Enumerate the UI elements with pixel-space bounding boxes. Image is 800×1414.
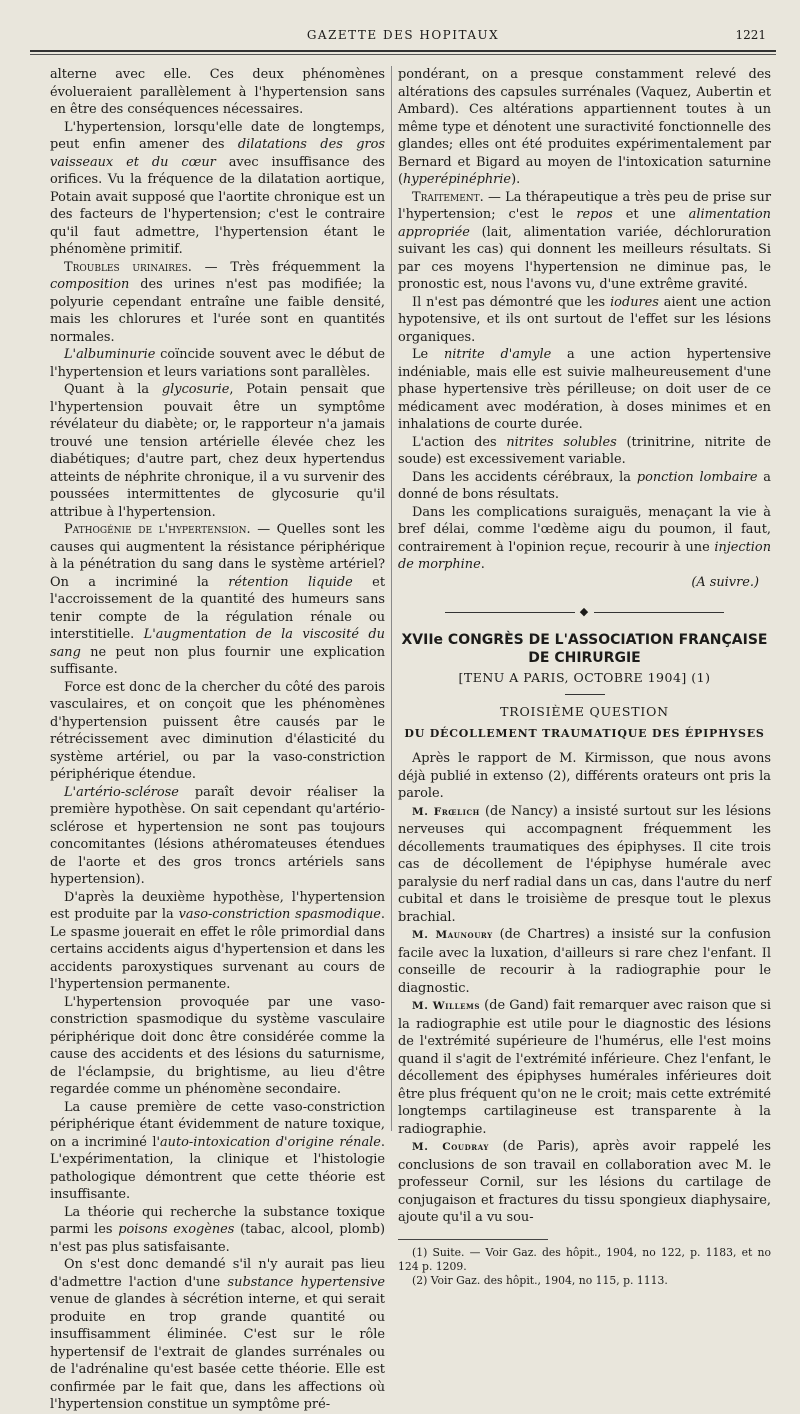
question-heading: TROISIÈME QUESTION [500,704,669,719]
paragraph: Dans les complications suraiguës, menaçant la vie à bref délai, comme l'œdème aigu du poumon, il faut, contrairement à l'opinion reçue, recourir à une injection de morphine. [398,504,771,572]
section-heading: Troubles urinaires. [64,259,192,275]
running-header [30,28,776,50]
paragraph: Quant à la glycosurie, Potain pensait que l'hypertension pouvait être un symptôme révélateur du diabète; or, le rapporteur n'a jamais trouvé une tension artérielle élevée chez les diabétiques; d'autre part, chez deux hypertendus atteints de néphrite chronique, il a vu survenir des poussées intermittentes de glycosurie qu'il attribue à l'hypertension. [50,382,386,520]
footnote-rule [398,1239,548,1240]
paragraph: M. Frœlich (de Nancy) a insisté surtout sur les lésions nerveuses qui accompagnent fréquemment les décollements traumatiques des épiphyses. Il cite trois cas de décollement de l'épiphyse humérale avec paralysie du nerf radial dans un cas, dans l'autre du nerf cubital et dans le troisième de presque tout le plexus brachial. [398,803,771,925]
paragraph: M. Willems (de Gand) fait remarquer avec raison que si la radiographie est utile pour le diagnostic des lésions de l'extrémité supérieure de l'humérus, elle l'est moins quand il s'agit de l'extrémité inférieure. Chez l'enfant, le décollement des épiphyses humérales inférieures doit être plus fréquent qu'on ne le croit; mais cette extrémité longtemps cartilagineuse est transparente à la radiographie. [398,998,771,1137]
paragraph: pondérant, on a presque constamment relevé des altérations des capsules surrénales (Vaquez, Aubertin et Ambard). Ces altérations appartiennent toutes à un même type et dénotent une suractivité fonctionnelle des glandes; elles ont été produites expérimentalement par Bernard et Bigard au moyen de l'intoxication saturnine (hyperépinéphrie). [398,67,771,187]
paragraph: La théorie qui recherche la substance toxique parmi les poisons exogènes (tabac, alcool, plomb) n'est pas plus satisfaisante. [50,1204,385,1255]
footnote: (1) Suite. — Voir Gaz. des hôpit., 1904, no 122, p. 1183, et no 124 p. 1209. [398,1245,771,1273]
paragraph: Après le rapport de M. Kirmisson, que nous avons déjà publié in extenso (2), différents orateurs ont pris la parole. [398,751,771,801]
topic-heading: DU DÉCOLLEMENT TRAUMATIQUE DES ÉPIPHYSES [404,726,765,740]
to-be-continued: (A suivre.) [691,574,759,590]
paragraph: alterne avec elle. Ces deux phénomènes évolueraient parallèlement à l'hypertension sans en être des conséquences nécessaires. [50,67,385,117]
paragraph: Force est donc de la chercher du côté des parois vasculaires, et on conçoit que les phénomènes d'hypertension puissent être causés par le rétrécissement avec diminution d'élasticité du système artériel, ou par la vaso-constriction périphérique étendue. [50,679,385,782]
paragraph: L'action des nitrites solubles (trinitrine, nitrite de soude) est excessivement variable. [398,434,771,467]
footnote: (2) Voir Gaz. des hôpit., 1904, no 115, p. 1113. [412,1273,668,1287]
paragraph: L'hypertension provoquée par une vaso-constriction spasmodique du système vasculaire périphérique doit donc être considérée comme la cause des accidents et des lésions du saturnisme, de l'éclampsie, du brightisme, au lieu d'être regardée comme un phénomène secondaire. [50,994,385,1097]
section-ornament: ◆ [398,603,771,621]
paragraph: L'hypertension, lorsqu'elle date de longtemps, peut enfin amener des dilatations des gros vaisseaux et du cœur avec insuffisance des orifices. Vu la fréquence de la dilatation aortique, Potain avait supposé que l'aortite chronique est un des facteurs de l'hypertension; c'est le contraire qu'il faut admettre, l'hypertension étant le phénomène primitif. [50,119,385,257]
paragraph: L'artério-sclérose paraît devoir réaliser la première hypothèse. On sait cependant qu'artério-sclérose et hypertension ne sont pas toujours concomitantes (lésions athéromateuses étendues de l'aorte et des gros troncs artériels sans hypertension). [50,784,385,887]
page-number: 1221 [735,28,766,42]
header-rule [30,50,776,52]
short-rule [565,694,605,695]
paragraph: Traitement. — La thérapeutique a très peu de prise sur l'hypertension; c'est le repos et une alimentation appropriée (lait, alimentation variée, déchloruration suivant les cas) qui donnent les meilleurs résultats. Si par ces moyens l'hypertension ne diminue pas, le pronostic est, nous l'avons vu, d'une extrême gravité. [398,189,771,292]
paragraph: D'après la deuxième hypothèse, l'hypertension est produite par la vaso-constriction spasmodique. Le spasme jouerait en effet le rôle primordial dans certains accidents aigus d'hypertension et dans les accidents paroxystiques survenant au cours de l'hypertension permanente. [50,889,385,992]
paragraph: On s'est donc demandé s'il n'y aurait pas lieu d'admettre l'action d'une substance hypertensive venue de glandes à sécrétion interne, et qui serait produite en trop grande quantité ou insuffisamment éliminée. C'est sur le rôle hypertensif de l'extrait de glandes surrénales ou de l'adrénaline qu'est basée cette théorie. Elle est confirmée par le fait que, dans les affections où l'hypertension constitue un symptôme pré- [50,1257,385,1412]
right-column [398,66,771,1288]
paragraph: Pathogénie de l'hypertension. — Quelles sont les causes qui augmentent la résistance périphérique à la pénétration du sang dans le système artériel? On a incriminé la rétention liquide et l'accroissement de la quantité des humeurs sans tenir compte de la régulation rénale ou interstitielle. L'augmentation de la viscosité du sang ne peut non plus fournir une explication suffisante. [50,522,385,677]
speaker-name: M. Frœlich [412,805,480,818]
paragraph: Il n'est pas démontré que les iodures aient une action hypotensive, et ils ont surtout de l'effet sur les lésions organiques. [398,294,771,345]
speaker-name: M. Maunoury [412,929,493,941]
paragraph: M. Maunoury (de Chartres) a insisté sur la confusion facile avec la luxation, d'ailleurs si rare chez l'enfant. Il conseille de recourir à la radiographie pour le diagnostic. [398,927,771,996]
paragraph: Troubles urinaires. — Très fréquemment la composition des urines n'est pas modifiée; la polyurie cependant entraîne une faible densité, mais les chlorures et l'urée sont en quantités normales. [50,259,386,345]
section-heading: Traitement. [412,189,484,205]
column-divider [391,66,392,1131]
journal-title: GAZETTE DES HOPITAUX [306,28,500,42]
speaker-name: M. Willems [412,1000,481,1012]
paragraph: M. Coudray (de Paris), après avoir rappelé les conclusions de son travail en collaboration avec M. le professeur Cornil, sur les lésions du cartilage de conjugaison et fractures du tissu spongieux diaphysaire, ajoute qu'il a vu sou- [398,1139,771,1225]
paragraph: Dans les accidents cérébraux, la ponction lombaire a donné de bons résultats. [398,469,771,502]
speaker-name: M. Coudray [412,1141,489,1153]
paragraph: L'albuminurie coïncide souvent avec le début de l'hypertension et leurs variations sont parallèles. [50,347,385,380]
paragraph: La cause première de cette vaso-constriction périphérique étant évidemment de nature toxique, on a incriminé l'auto-intoxication d'origine rénale. L'expérimentation, la clinique et l'histologie pathologique démontrent que cette théorie est insuffisante. [50,1099,385,1202]
article-title: XVIIe CONGRÈS DE L'ASSOCIATION FRANÇAISE DE CHIRURGIE [401,631,768,666]
left-column [50,66,385,1414]
header-rule-thin [30,54,776,55]
paragraph: Le nitrite d'amyle a une action hypertensive indéniable, mais elle est suivie malheureusement d'une phase hypertensive très périlleuse; on doit user de ce médicament avec modération, à doses minimes et en inhalations de courte durée. [398,347,771,432]
article-subtitle: [TENU A PARIS, OCTOBRE 1904] (1) [458,669,711,685]
section-heading: Pathogénie de l'hypertension. [64,522,251,537]
